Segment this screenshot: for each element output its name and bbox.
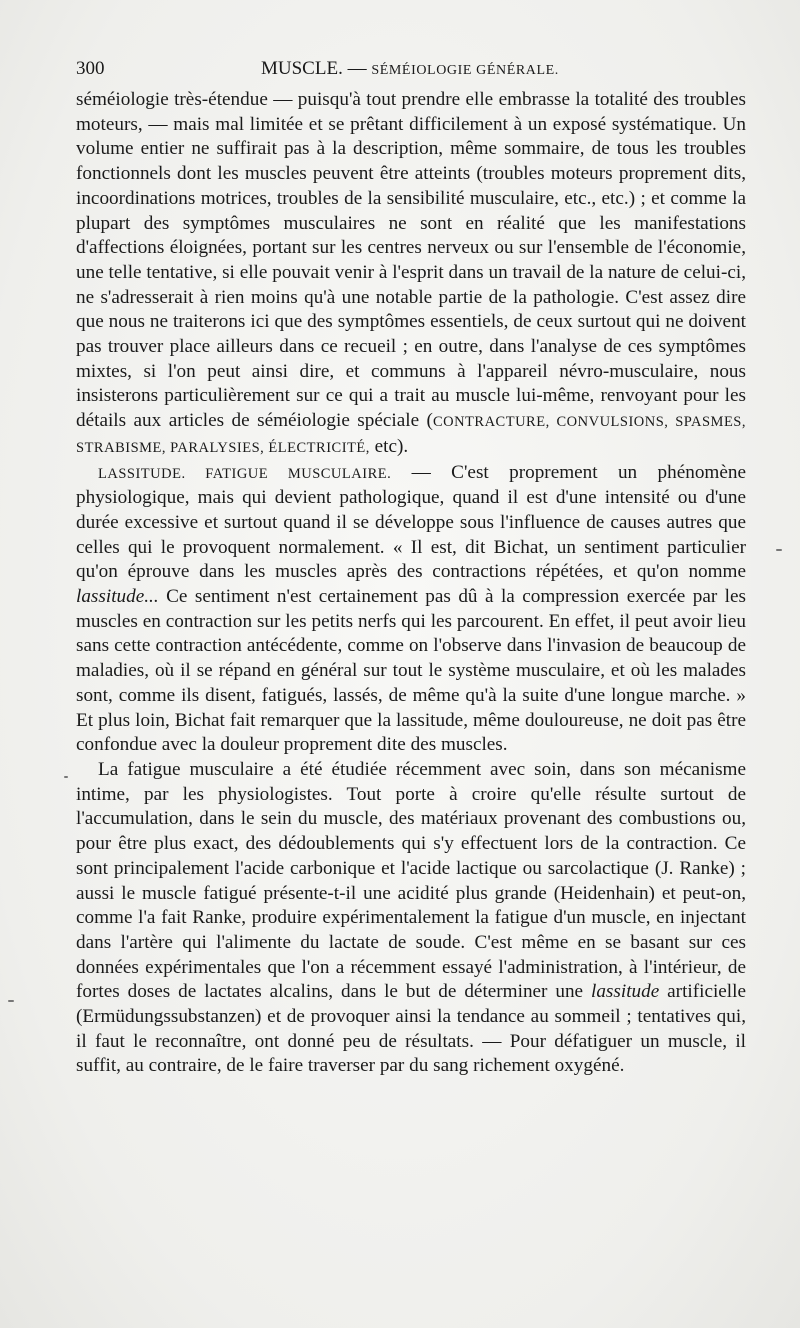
paragraph-2-italic: lassitude...: [76, 586, 159, 608]
paragraph-2-tail: Ce sentiment n'est certainement pas dû à la compression exercée par les muscles en contraction sur les petits nerfs qui les parcourent. En effet, il peut avoir lieu sans cette contraction antécédente, comme on l'observe dans l'invasion de beaucoup de maladies, où il se répand en général sur tout le système musculaire, et où les malades sont, comme ils disent, fatigués, lassés, de même qu'à la suite d'une longue marche. » Et plus loin, Bichat fait remarquer que la lassitude, même douloureuse, ne doit pas être confondue avec la douleur proprement dite des muscles.: [76, 586, 746, 756]
paragraph-1: [76, 88, 746, 461]
paragraph-3-text: La fatigue musculaire a été étudiée récemment avec soin, dans son mécanisme intime, par les physiologistes. Tout porte à croire qu'elle résulte surtout de l'accumulation, dans le sein du muscle, des matériaux provenant des combustions ou, pour être plus exact, des dédoublements qui s'y effectuent lors de la contraction. Ce sont principalement l'acide carbonique et l'acide lactique ou sarcolactique (J. Ranke) ; aussi le muscle fatigué présente-t-il une acidité plus grande (Heidenhain) et peut-on, comme l'a fait Ranke, produire expérimentalement la fatigue d'un muscle, en injectant dans l'artère qui l'alimente du lactate de soude. C'est même en se basant sur ces données expérimentales que l'on a récemment essayé l'administration, à l'intérieur, de fortes doses de lactates alcalins, dans le but de déterminer une: [76, 758, 746, 1003]
paragraph-1-tail: etc).: [369, 435, 409, 457]
body-text: [76, 88, 746, 1079]
header-subtitle: SÉMÉIOLOGIE GÉNÉRALE.: [371, 63, 559, 78]
paragraph-3: [76, 758, 746, 1079]
margin-mark: [64, 776, 68, 778]
paragraph-3-tail: artificielle (Ermüdungssubstanzen) et de provoquer ainsi la tendance au sommeil ; tentatives qui, il faut le reconnaître, ont donné peu de résultats. — Pour défatiguer un muscle, il suffit, au contraire, de le faire traverser par du sang richement oxygéné.: [76, 981, 746, 1077]
paragraph-2: [76, 461, 746, 758]
header-title: MUSCLE.: [261, 58, 343, 79]
cross-references: CONTRACTURE, CONVULSIONS, SPASMES, STRABISME, PARALYSIES, ÉLECTRICITÉ,: [76, 414, 746, 456]
paragraph-1-text: séméiologie très-étendue — puisqu'à tout prendre elle embrasse la totalité des troubles moteurs, — mais mal limitée et se prêtant difficilement à un exposé systématique. Un volume entier ne suffirait pas à la description, même sommaire, de tous les troubles fonctionnels dont les muscles peuvent être atteints (troubles moteurs proprement dits, incoordinations motrices, troubles de la sensibilité musculaire, etc., etc.) ; et comme la plupart des symptômes musculaires ne sont en réalité que les manifestations d'affections éloignées, portant sur les centres nerveux ou sur l'ensemble de l'économie, une telle tentative, si elle pouvait venir à l'esprit dans un travail de la nature de celui-ci, ne s'adresserait à rien moins qu'à une notable partie de la pathologie. C'est assez dire que nous ne traiterons ici que des symptômes essentiels, de ceux surtout qui ne doivent pas trouver place ailleurs dans ce recueil ; en outre, dans l'analyse de ces symptômes mixtes, si l'on peut ainsi dire, et communs à l'appareil névro-musculaire, nous insisterons particulièrement sur ce qui a trait au muscle lui-même, renvoyant pour les détails aux articles de séméiologie spéciale (: [76, 89, 746, 432]
running-header: [76, 58, 746, 84]
paragraph-2-text: — C'est proprement un phénomène physiologique, mais qui devient pathologique, quand il est d'une intensité ou d'une durée excessive et surtout quand il se développe sous l'influence de causes autres que celles qui le provoquent normalement. « Il est, dit Bichat, un sentiment particulier qu'on éprouve dans les muscles après des contractions répétées, et qu'on nomme: [76, 461, 746, 583]
header-separator: —: [342, 58, 372, 79]
margin-mark: [8, 1000, 14, 1002]
section-heading-lassitude: LASSITUDE. FATIGUE MUSCULAIRE.: [98, 465, 392, 482]
paragraph-3-italic: lassitude: [591, 981, 660, 1003]
running-title: [261, 58, 559, 80]
page-number: 300: [76, 58, 105, 79]
margin-mark: [776, 549, 782, 551]
